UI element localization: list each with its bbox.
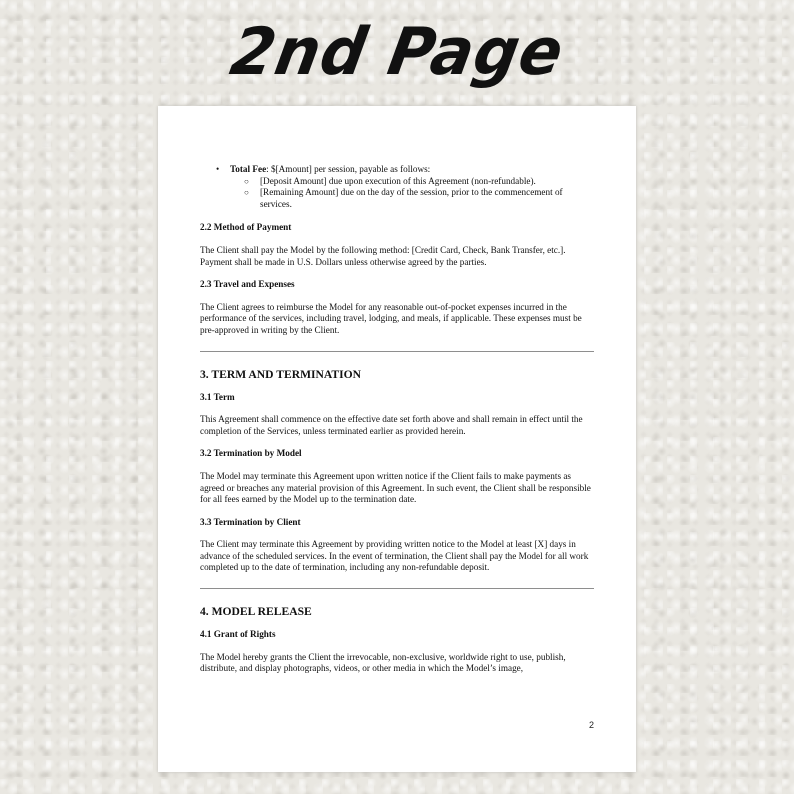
section-body-3-2: The Model may terminate this Agreement upon written notice if the Client fails to make payments as agreed or breaches any material provision of this Agreement. In such event, the Client shall be responsible for all fees earned by the Model up to the termination date. [200, 470, 591, 505]
bullet-ring-icon: ○ [244, 176, 249, 186]
section-body-2-3: The Client agrees to reimburse the Model for any reasonable out-of-pocket expenses incurred in the performance of the services, including travel, lodging, and meals, if applicable. These expenses must be pre-approved in writing by the Client. [200, 301, 582, 335]
section-heading-3-2: 3.2 Termination by Model [200, 448, 302, 459]
page-banner [0, 6, 794, 98]
section-heading-2-3: 2.3 Travel and Expenses [200, 279, 295, 290]
document-page [158, 106, 636, 772]
section-heading-4: 4. MODEL RELEASE [200, 605, 312, 619]
section-body-3-1: This Agreement shall commence on the effective date set forth above and shall remain in effect until the completion of the Services, unless terminated earlier as provided herein. [200, 414, 583, 436]
section-heading-3: 3. TERM AND TERMINATION [200, 367, 362, 381]
section-body-3-3: The Client may terminate this Agreement by providing written notice to the Model at least [X] days in advance of the scheduled services. In the event of termination, the Client shall pay the Model for all work completed up to the date of termination, including any non-refundable deposit. [200, 539, 589, 573]
bullet-dot-icon: • [216, 164, 220, 174]
fee-bullet [200, 164, 594, 176]
fee-subitem-text: [Deposit Amount] due upon execution of this Agreement (non-refundable). [260, 175, 536, 186]
section-heading-4-1: 4.1 Grant of Rights [200, 629, 276, 640]
bullet-ring-icon: ○ [244, 188, 249, 198]
fee-subitem [200, 187, 594, 210]
section-body-4-1: The Model hereby grants the Client the irrevocable, non-exclusive, worldwide right to use, publish, distribute, and display photographs, videos, or other media in which the Model’s image, [200, 651, 566, 674]
page-number: 2 [588, 720, 594, 730]
section-heading-3-1: 3.1 Term [200, 391, 235, 402]
banner-title: 2nd Page [224, 13, 570, 90]
fee-text: : $[Amount] per session, payable as follows: [266, 164, 431, 174]
fee-label: Total Fee [230, 164, 267, 174]
section-body-2-2: The Client shall pay the Model by the following method: [Credit Card, Check, Bank Transfer, etc.]. Payment shall be made in U.S. Dollars unless otherwise agreed by the parties. [200, 244, 566, 267]
section-heading-3-3: 3.3 Termination by Client [200, 516, 301, 527]
document-content [200, 164, 594, 675]
section-divider [200, 588, 594, 589]
fee-subitem [200, 176, 594, 188]
section-heading-2-2: 2.2 Method of Payment [200, 222, 292, 233]
section-divider [200, 351, 594, 352]
fee-subitem-text: [Remaining Amount] due on the day of the session, prior to the commencement of services. [260, 187, 563, 209]
